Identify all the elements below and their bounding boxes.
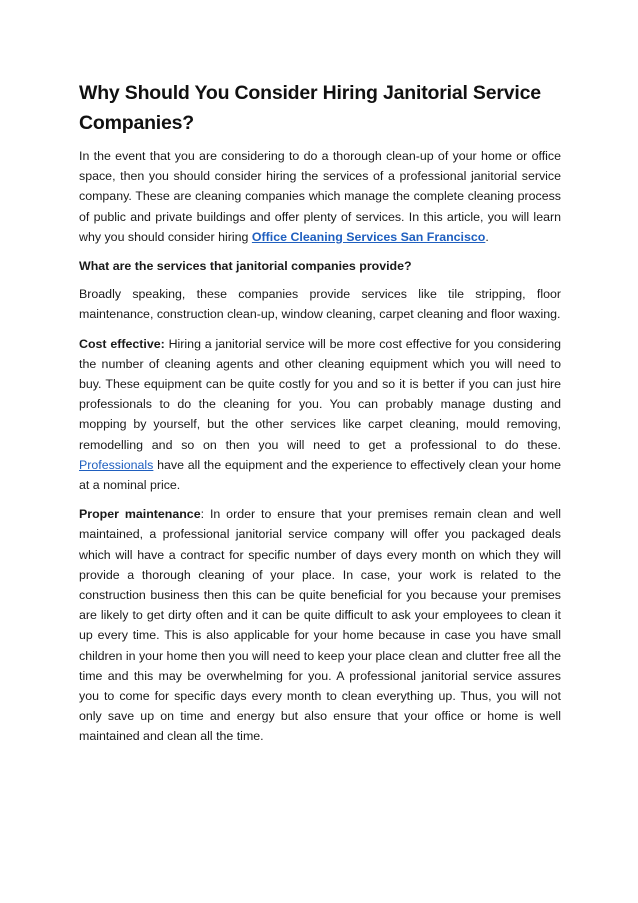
maintenance-label: Proper maintenance [79,507,201,522]
professionals-link[interactable]: Professionals [79,457,154,472]
intro-paragraph [79,146,561,247]
cost-label: Cost effective: [79,336,165,351]
cost-text-end: have all the equipment and the experience to effectively clean your home at a nominal price. [79,457,561,493]
office-cleaning-link[interactable]: Office Cleaning Services San Francisco [251,229,486,244]
maintenance-text: : In order to ensure that your premises remain clean and well maintained, a professional janitorial service company will offer you packaged deals which will have a contract for specific number of days every month on which they will provide a thorough cleaning of your place. In case, your work is related to the construction business then this can be quite beneficial for you because your premises are likely to get dirty often and it can be quite difficult to ask your employees to clean it up every time. This is also applicable for your home because in case you have small children in your home then you will need to keep your place clean and clutter free all the time and this may be overwhelming for you. A professional janitorial service assures you to come for specific days every month to clean everything up. Thus, you will not only save up on time and energy but also ensure that your office or home is well maintained and clean all the time. [79,507,561,744]
cost-text: Hiring a janitorial service will be more cost effective for you considering the number of cleaning agents and other cleaning equipment which you will need to buy. These equipment can be quite costly for you and so it is better if you can just hire professionals to do the cleaning for you. You can probably manage dusting and mopping by yourself, but the other services like carpet cleaning, mould removing, remodelling and so on then you will need to get a professional to do these. [79,336,561,452]
services-paragraph: Broadly speaking, these companies provide services like tile stripping, floor maintenance, construction clean-up, window cleaning, carpet cleaning and floor waxing. [79,287,561,322]
intro-text: In the event that you are considering to do a thorough clean-up of your home or office space, then you should consider hiring the services of a professional janitorial service company. These are cleaning companies which manage the complete cleaning process of public and private buildings and offer plenty of services. In this article, you will learn why you should consider hiring [79,149,561,244]
maintenance-paragraph [79,504,561,746]
cost-paragraph [79,334,561,496]
intro-end: . [485,229,489,244]
document-page [79,78,561,756]
services-question-heading: What are the services that janitorial companies provide? [79,259,412,274]
page-title: Why Should You Consider Hiring Janitorial Service Companies? [79,82,541,134]
